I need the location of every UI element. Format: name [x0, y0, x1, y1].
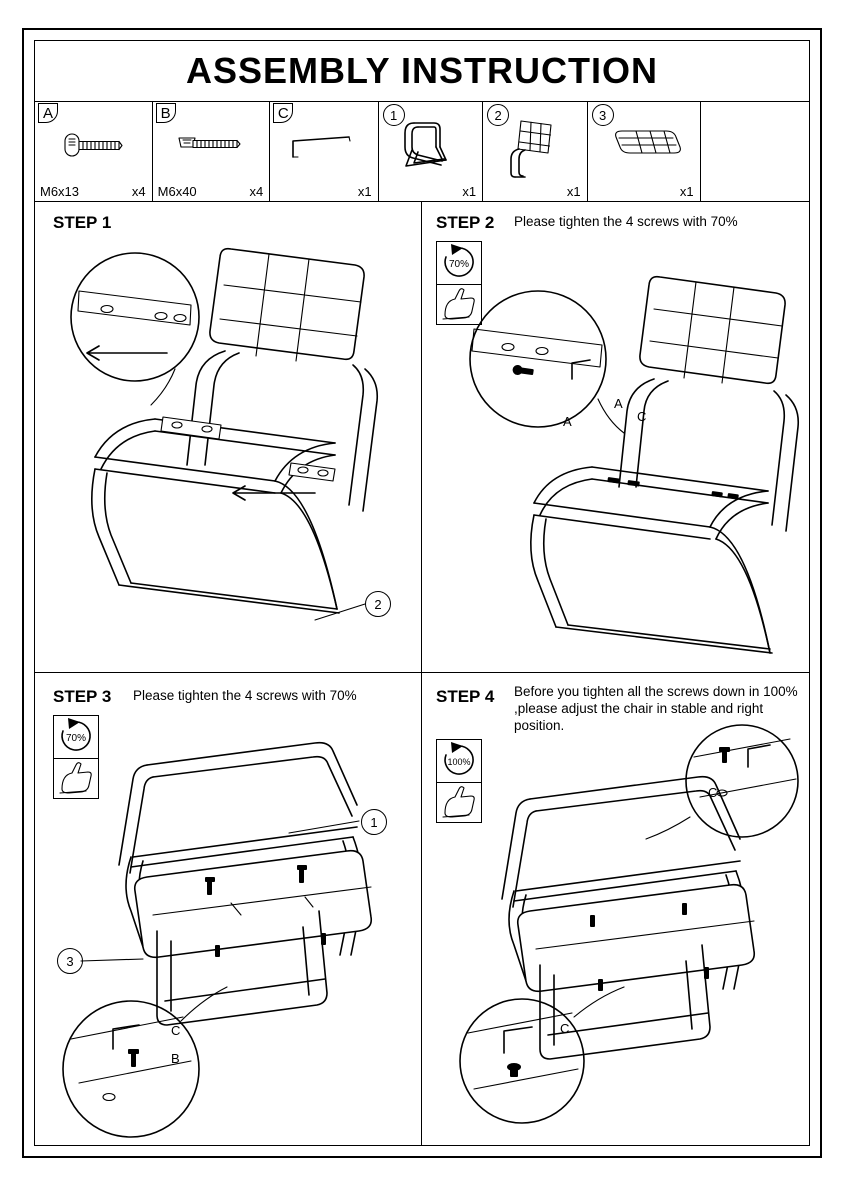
part-cell-c	[270, 101, 378, 201]
part-qty-2: x1	[566, 184, 581, 199]
part-tag-b: B	[156, 103, 176, 123]
part-name-b: M6x40	[157, 184, 197, 199]
svg-text:70%: 70%	[65, 733, 87, 744]
callout-1: 1	[361, 809, 387, 835]
svg-text:70%: 70%	[448, 259, 470, 270]
detail-label-a-2: A	[614, 396, 623, 411]
part-tag-1: 1	[383, 104, 405, 126]
chair-base-frame-icon	[379, 117, 482, 179]
part-qty-b: x4	[249, 184, 264, 199]
page-title: ASSEMBLY INSTRUCTION	[185, 50, 659, 91]
step-3-label: STEP 3	[53, 687, 112, 706]
seat-cushion-icon	[588, 117, 700, 179]
part-cell-1	[379, 101, 483, 201]
step-4-label: STEP 4	[436, 687, 495, 706]
parts-table	[35, 101, 809, 202]
part-name-a: M6x13	[40, 184, 80, 199]
detail-label-c-step4-top: C	[708, 785, 718, 800]
part-cell-3	[588, 101, 701, 201]
part-cell-a	[35, 101, 153, 201]
chair-back-frame-icon	[483, 117, 586, 179]
title-bar	[35, 41, 809, 102]
outer-border	[22, 28, 822, 1158]
step-4-cell	[422, 673, 809, 1145]
detail-label-c-step3: C	[171, 1023, 181, 1038]
callout-2: 2	[365, 591, 391, 617]
part-qty-1: x1	[462, 184, 477, 199]
detail-label-a-1: A	[563, 414, 572, 429]
detail-label-b-step3: B	[171, 1051, 180, 1066]
detail-label-c: C	[637, 409, 647, 424]
step-2-illustration	[422, 241, 822, 661]
flat-head-bolt-icon	[153, 117, 270, 179]
part-qty-c: x1	[357, 184, 372, 199]
step-2-note: Please tighten the 4 screws with 70%	[514, 214, 738, 229]
callout-3: 3	[57, 948, 83, 974]
steps-grid	[35, 201, 809, 1145]
inner-border	[34, 40, 810, 1146]
callout-2-leader	[287, 586, 407, 626]
step-1-label: STEP 1	[53, 213, 112, 232]
step-3-note: Please tighten the 4 screws with 70%	[133, 688, 357, 703]
part-tag-a: A	[38, 103, 58, 123]
part-qty-3: x1	[679, 184, 694, 199]
step-2-label: STEP 2	[436, 213, 495, 232]
part-qty-a: x4	[131, 184, 146, 199]
part-cell-b	[153, 101, 271, 201]
detail-label-c-step4-bottom: C	[560, 1021, 570, 1036]
step-4-illustration	[422, 701, 822, 1131]
step-3-cell	[35, 673, 422, 1145]
callout-3-leader	[81, 951, 201, 981]
allen-key-icon	[270, 117, 377, 179]
part-cell-2	[483, 101, 587, 201]
part-tag-2: 2	[487, 104, 509, 126]
round-head-bolt-icon	[35, 117, 152, 179]
step-3-illustration	[35, 701, 435, 1131]
step-2-cell	[422, 201, 809, 673]
part-tag-c: C	[273, 103, 293, 123]
part-cell-empty	[701, 101, 809, 201]
svg-text:100%: 100%	[447, 757, 471, 767]
part-tag-3: 3	[592, 104, 614, 126]
step-4-note: Before you tighten all the screws down in 100% ,please adjust the chair in stable and right position.	[514, 684, 798, 733]
